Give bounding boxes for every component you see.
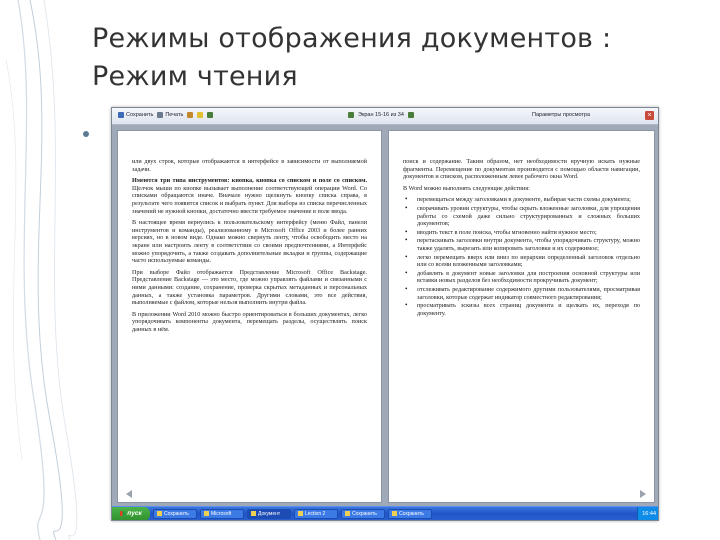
app-icon [251,511,256,516]
app-icon [392,511,397,516]
right-paragraph-2: В Word можно выполнять следующие действия: [403,184,530,192]
save-button[interactable]: Сохранить [118,112,153,118]
list-item: • легко перемещать вверх или вниз по иерархии определенный заголовок отдельно или со всеми вложенными заголовками; [403,254,640,269]
view-options-button[interactable]: Параметры просмотра [532,112,591,118]
taskbar-button[interactable]: Lection 2 [294,509,338,519]
left-paragraph-5: В приложении Word 2010 можно быстро ориентироваться в больших документах, легко упорядочивать компоненты документа, перемещать разделы, осуществлять поиск данных в нём. [132,310,367,333]
accent-dot [83,131,89,137]
right-page [388,130,655,503]
app-icon [345,511,350,516]
list-item: • перетаскивать заголовки внутри документа, чтобы упорядочивать структуру, можно также удалять, вырезать или копировать заголовки и их содержимое; [403,237,640,252]
taskbar-button[interactable]: Microsoft [200,509,244,519]
left-paragraph-3: В настоящее время вернулись к пользовательскому интерфейсу (меню Файл, панели инструментов и команды), реализованному в Microsoft Office 2003 и более ранних версиях, но в новом виде. Однако можно свернуть ленту, чтобы освободить место на экране или настроить ленту в соответствии со своими предпочтениями, а Интерфейс можно упорядочить, а также создавать дополнительные вкладки и группы, содержащие часто используемые команды. [132,219,367,265]
prev-screen-icon[interactable] [348,112,354,118]
previous-page-arrow[interactable] [126,490,132,498]
save-icon [118,112,124,118]
windows-logo-icon [120,511,125,516]
comment-icon[interactable] [207,112,213,118]
start-button[interactable]: пуск [112,507,150,521]
app-icon [204,511,209,516]
system-tray-clock: 16:44 [637,507,659,521]
list-item: • просматривать эскизы всех страниц документа и щелкать их, переходя по документу. [403,302,640,317]
taskbar [112,506,659,520]
list-item: • добавлять в документ новые заголовки для построения основной структуры или вставки новых разделов без необходимости прокручивать документ; [403,270,640,285]
word-reading-mode-screenshot [111,107,659,521]
reading-toolbar [112,108,659,125]
print-button[interactable]: Печать [157,112,183,118]
print-icon [157,112,163,118]
app-icon [157,511,162,516]
left-paragraph-1: или двух строк, которые отображаются в интерфейсе в зависимости от выполняемой задачи. [132,158,367,173]
app-icon [298,511,303,516]
actions-list [403,196,640,317]
list-item: • перемещаться между заголовками в документе, выбирая части схемы документа; [403,196,640,204]
tools-icon[interactable] [187,112,193,118]
left-paragraph-4: При выборе Файл отображается Представление Microsoft Office Backstage. Представление Backstage — это место, где можно управлять файлами и связанными с ними данными: создание, сохранение, проверка скрытых метаданных и персональных данных, а также установка параметров. Другими словами, это все действия, выполняемые с файлом, которые нельзя выполнить внутри файла. [132,268,367,307]
taskbar-button[interactable]: Сохранить [341,509,385,519]
list-item: • вводить текст в поле поиска, чтобы мгновенно найти нужное место; [403,229,640,237]
left-paragraph-2: Имеются три типа инструментов: кнопка, кнопка со списком и поле со списком. Щелчок мыши по кнопке вызывает выполнение соответствующей операции Word. Со списками обращаются иначе. Вначале нужно щелкнуть кнопку списка справа, в результате чего появится список и выбрать пункт. Для выбора из списка перечисленных значений не нужной кнопки, достаточно ввести требуемое значение в поле ввода. [132,177,367,215]
slide-title-line2: Режим чтения [92,61,298,92]
left-page [117,130,382,503]
list-item: • сворачивать уровни структуры, чтобы скрыть вложенные заголовки, для упрощения работы со схемой даже сильно структурированных и сложных больших документов; [403,205,640,228]
next-page-arrow[interactable] [640,490,646,498]
taskbar-button[interactable]: Сохранить [388,509,432,519]
list-item: • отслеживать редактирование содержимого другими пользователями, просматривая заголовки, которые содержат индикатор совместного редактирования; [403,286,640,301]
close-reading-button[interactable]: × [645,111,654,120]
slide-title [92,20,692,96]
page-indicator: Экран 15-16 из 34 [358,112,404,118]
taskbar-button[interactable]: Документ [247,509,291,519]
highlight-icon[interactable] [197,112,203,118]
right-paragraph-1: поиск и содержание. Таким образом, нет необходимости вручную искать нужные фрагменты. Перемещение по документам производится с помощью области навигации, документов и списком, расположенным левее рабочего окна Word. [403,158,640,181]
slide-title-line1: Режимы отображения документов : [92,23,612,54]
decorative-swirl [0,0,90,540]
taskbar-button[interactable]: Сохранить [153,509,197,519]
next-screen-icon[interactable] [408,112,414,118]
